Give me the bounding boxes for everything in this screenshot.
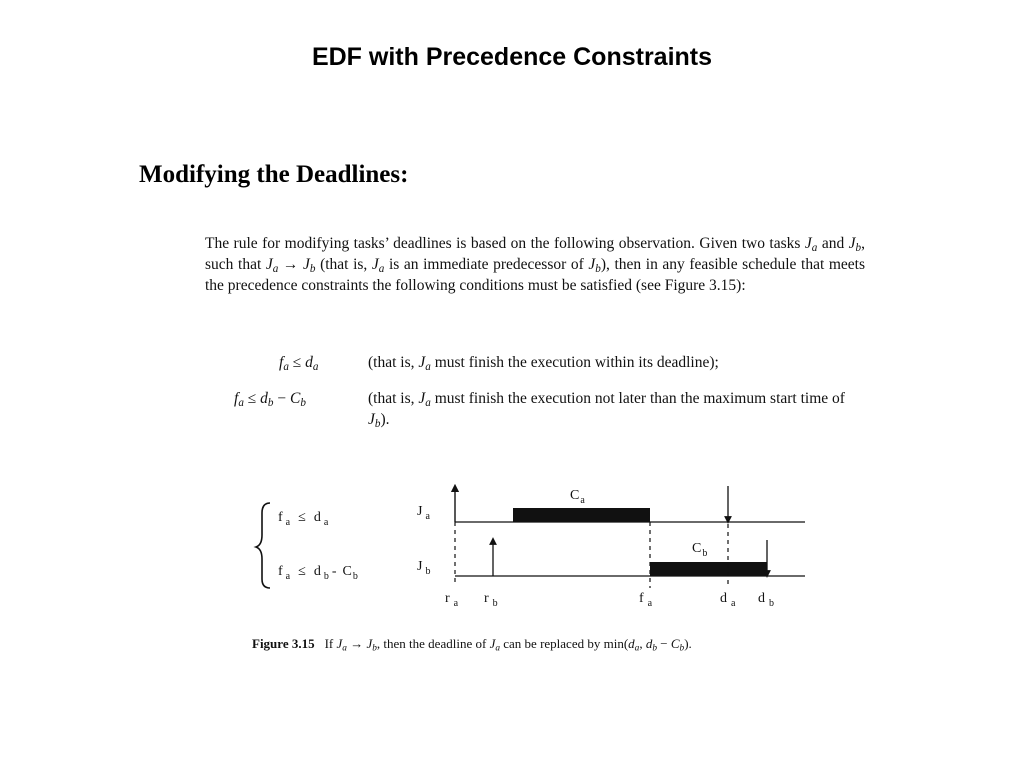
arrow-symbol: →: [278, 256, 304, 273]
bar-label-cb: $C_b$: [692, 541, 708, 559]
math-jb: $J_b$: [848, 235, 862, 254]
figure-constraint-1: f $_a$ ≤ d $_a$: [278, 510, 329, 528]
paragraph-text: and: [817, 235, 849, 252]
time-label-ra: r $_a$: [445, 591, 459, 609]
condition-2-formula: $f_a \le d_b - C_b$: [234, 390, 306, 409]
row-label-ja: J $_a$: [417, 504, 430, 522]
math-jb: $J_b$: [303, 256, 316, 275]
brace-shape: [256, 503, 270, 588]
row-label-jb: J $_b$: [417, 559, 431, 577]
math-ja: $J_a$: [371, 256, 385, 275]
math-ja: $J_a$: [804, 235, 818, 254]
time-label-fa: f $_a$: [639, 591, 653, 609]
paragraph-text: ), then in any feasible schedule that meets the precedence constraints the following conditions must be satisfied (see Figure 3.15):: [205, 256, 865, 294]
paragraph-text: is an immediate predecessor of: [384, 256, 589, 273]
condition-1-description: (that is, $J_a$ must finish the execution within its deadline);: [368, 354, 719, 373]
section-heading: Modifying the Deadlines:: [139, 161, 409, 188]
execution-bar-cb: [650, 562, 767, 576]
time-label-db: d $_b$: [758, 591, 774, 609]
paragraph-text: , such that: [205, 235, 865, 273]
bar-label-ca: $C_a$: [570, 488, 585, 506]
paragraph-text: (that is,: [315, 256, 372, 273]
slide-title: EDF with Precedence Constraints: [311, 43, 713, 71]
math-jb: $J_b$: [588, 256, 601, 275]
condition-2-description: (that is, $J_a$ must finish the execution not later than the maximum start time of $J_b$).: [368, 390, 845, 430]
time-label-da: d $_a$: [720, 591, 736, 609]
figure-label: Figure 3.15: [252, 636, 315, 651]
figure-constraint-2: f $_a$ ≤ d $_b - C_b$: [278, 564, 358, 582]
time-label-rb: r $_b$: [484, 591, 498, 609]
math-ja: $J_a$: [265, 256, 279, 275]
paragraph-text: The rule for modifying tasks’ deadlines is based on the following observation. Given two tasks: [205, 235, 805, 252]
figure-caption: Figure 3.15 If $J_a \to J_b$, then the deadline of $J_a$ can be replaced by $\min(d_a$, $d_b - C_b$).: [252, 636, 692, 654]
execution-bar-ca: [513, 508, 650, 522]
condition-1-formula: $f_a \le d_a$: [279, 354, 319, 373]
